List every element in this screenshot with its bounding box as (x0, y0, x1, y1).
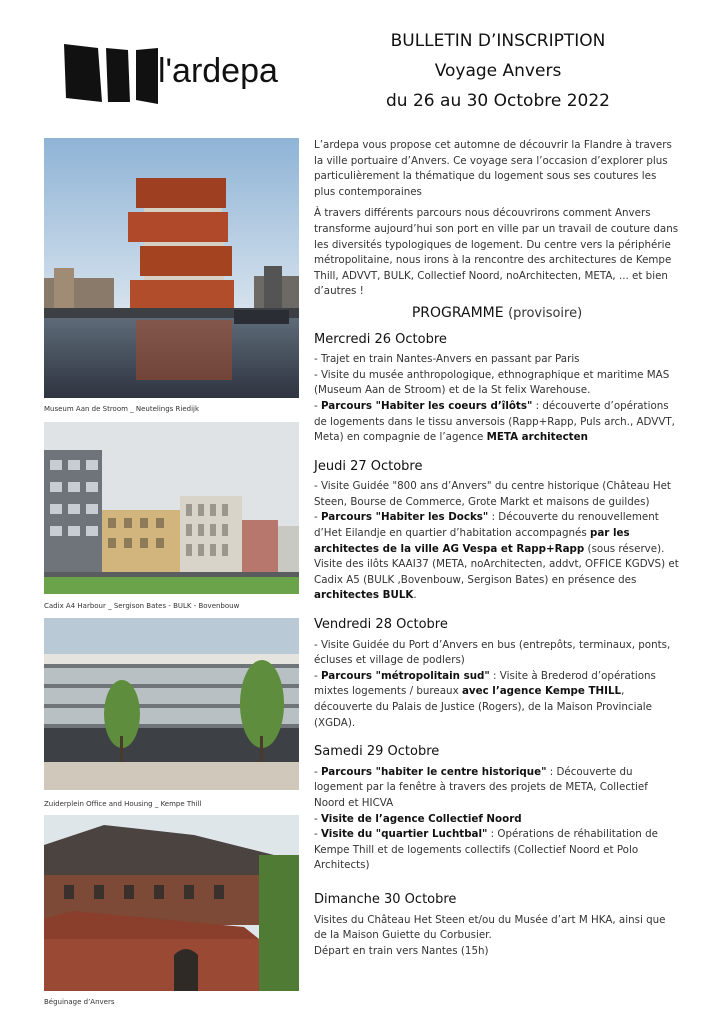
day-saturday (314, 744, 680, 874)
sun-item-1: Visites du Château Het Steen et/ou du Musée d’art M HKA, ainsi que de la Maison Guiette du Corbusier. (314, 913, 666, 942)
day-title-friday: Vendredi 28 Octobre (314, 617, 448, 633)
wed-item-1: - Trajet en train Nantes-Anvers en passant par Paris (314, 353, 580, 366)
fri-item-1: - Visite Guidée du Port d’Anvers en bus (entrepôts, terminaux, ponts, écluses et village de podlers) (314, 638, 671, 667)
office-photo (44, 618, 299, 790)
thu-parcours-text-2: (sous réserve). Visite des ilôts KAAI37 (META, noArchitecten, addvt, OFFICE KGDVS) et Cadix A5 (BULK ,Bovenbouw, Sergison Bates) en présence des (314, 542, 679, 586)
sun-item-2: Départ en train vers Nantes (15h) (314, 944, 489, 957)
day-friday (314, 617, 680, 731)
thu-parcours-title: Parcours "Habiter les Docks" (321, 511, 489, 524)
wed-parcours-title: Parcours "Habiter les coeurs d’îlôts" (321, 399, 533, 412)
sat-visit-agency: Visite de l’agence Collectief Noord (321, 812, 522, 825)
fri-parcours-text: : Visite à Brederod d’opérations mixtes logements / bureaux (314, 669, 656, 698)
thu-parcours-text: : Découverte du renouvellement d’Het Eilandje en quartier d’habitation accompagnés (314, 511, 659, 540)
housing-photo (44, 422, 299, 594)
logo-mark-icon (62, 38, 282, 108)
sat-quartier-text: : Opérations de réhabilitation de Kempe Thill et de logements collectifs (Collectief Noord et Polo Architects) (314, 828, 658, 872)
title-bulletin: BULLETIN D’INSCRIPTION (390, 31, 606, 51)
title-dates: du 26 au 30 Octobre 2022 (386, 91, 610, 111)
sat-item-1: - Parcours "habiter le centre historique" : Découverte du logement par la fenêtre à travers des projets de META, Collectief Noord et HICVA (314, 765, 648, 809)
sat-item-2: - Visite de l’agence Collectief Noord (314, 812, 522, 825)
intro-paragraph-1: L’ardepa vous propose cet automne de découvrir la Flandre à travers la ville portuaire d’Anvers. Ce voyage sera l’occasion d’explorer plus particulièrement la thématique du logement sous ses coutures les plus contemporaines (314, 139, 672, 198)
day-wednesday (314, 332, 680, 446)
photo-caption-office: Zuiderplein Office and Housing _ Kempe Thill (44, 800, 202, 808)
wed-parcours-text: : découverte d’opérations de logements dans le tissu anversois (Rapp+Rapp, Puls arch., ADVVT, Meta) en compagnie de l’agence (314, 399, 675, 444)
thu-item-1: - Visite Guidée "800 ans d’Anvers" du centre historique (Château Het Steen, Bourse de Commerce, Grote Markt et maisons de guildes) (314, 480, 671, 508)
day-title-saturday: Samedi 29 Octobre (314, 744, 440, 760)
thu-item-2: - Parcours "Habiter les Docks" : Découverte du renouvellement d’Het Eilandje en quartier d’habitation accompagnés par les architectes de la ville AG Vespa et Rapp+Rapp (sous réserve). Visite des ilôts KAAI37 (META, noArchitecten, addvt, OFFICE KGDVS) et Cadix A5 (BULK ,Bovenbouw, Sergison Bates) en présence des architectes BULK. (314, 511, 679, 602)
day-title-sunday: Dimanche 30 Octobre (314, 891, 457, 907)
wed-item-3: - Parcours "Habiter les coeurs d’îlôts" : découverte d’opérations de logements dans le tissu anversois (Rapp+Rapp, Puls arch., ADVVT, Meta) en compagnie de l’agence META architecten (314, 399, 675, 444)
logo-text: l'ardepa (158, 52, 278, 90)
fri-parcours-text-2: , découverte du Palais de Justice (Rogers), de la Maison Provinciale (XGDA). (314, 685, 652, 729)
beguinage-photo (44, 815, 299, 991)
sat-visit-quartier: Visite du "quartier Luchtbal" (321, 828, 488, 841)
photo-caption-beguinage: Béguinage d’Anvers (44, 998, 115, 1006)
sat-item-3: - Visite du "quartier Luchtbal" : Opérations de réhabilitation de Kempe Thill et de logements collectifs (Collectief Noord et Polo Architects) (314, 828, 658, 872)
wed-agency: META architecten (486, 431, 588, 444)
wed-item-2: - Visite du musée anthropologique, ethnographique et maritime MAS (Museum Aan de Stroom) et de la St felix Warehouse. (314, 368, 670, 397)
sat-parcours-title: Parcours "habiter le centre historique" (321, 765, 547, 778)
title-voyage: Voyage Anvers (434, 61, 562, 81)
fri-agency: avec l’agence Kempe THILL (461, 685, 622, 698)
text-column (314, 138, 680, 972)
intro-paragraph-2: À travers différents parcours nous découvrirons comment Anvers transforme aujourd’hui son port en ville par un travail de couture dans les diversités typologiques de logement. Du centre vers la périphérie métropolitaine, nous irons à la rencontre des architectures de Kempe Thill, ADVVT, BULK, Collectief Noord, noArchitecten, META, ... et bien d’autres ! (314, 207, 679, 298)
thu-architects: par les architectes de la ville AG Vespa et Rapp+Rapp (314, 527, 630, 555)
photo-caption-museum: Museum Aan de Stroom _ Neutelings Riedijk (44, 405, 200, 413)
day-thursday (314, 459, 680, 604)
fri-parcours-title: Parcours "métropolitain sud" (321, 669, 490, 682)
ardepa-logo (62, 38, 282, 108)
programme-title: PROGRAMME (411, 304, 504, 321)
title-block (338, 30, 658, 114)
thu-end: . (413, 589, 417, 602)
fri-item-2: - Parcours "métropolitain sud" : Visite à Brederod d’opérations mixtes logements / bureaux avec l’agence Kempe THILL, découverte du Palais de Justice (Rogers), de la Maison Provinciale (XGDA). (314, 669, 656, 729)
day-title-wednesday: Mercredi 26 Octobre (314, 331, 447, 347)
programme-heading (314, 306, 680, 322)
intro-section (314, 138, 680, 300)
photo-caption-housing: Cadix A4 Harbour _ Sergison Bates - BULK - Bovenbouw (44, 602, 240, 610)
programme-subtitle: (provisoire) (508, 305, 583, 321)
museum-photo (44, 138, 299, 398)
day-sunday (314, 892, 680, 959)
thu-bulk: architectes BULK (314, 589, 414, 602)
sat-parcours-text: : Découverte du logement par la fenêtre à travers des projets de META, Collectief Noord et HICVA (314, 765, 648, 809)
day-title-thursday: Jeudi 27 Octobre (314, 458, 423, 474)
